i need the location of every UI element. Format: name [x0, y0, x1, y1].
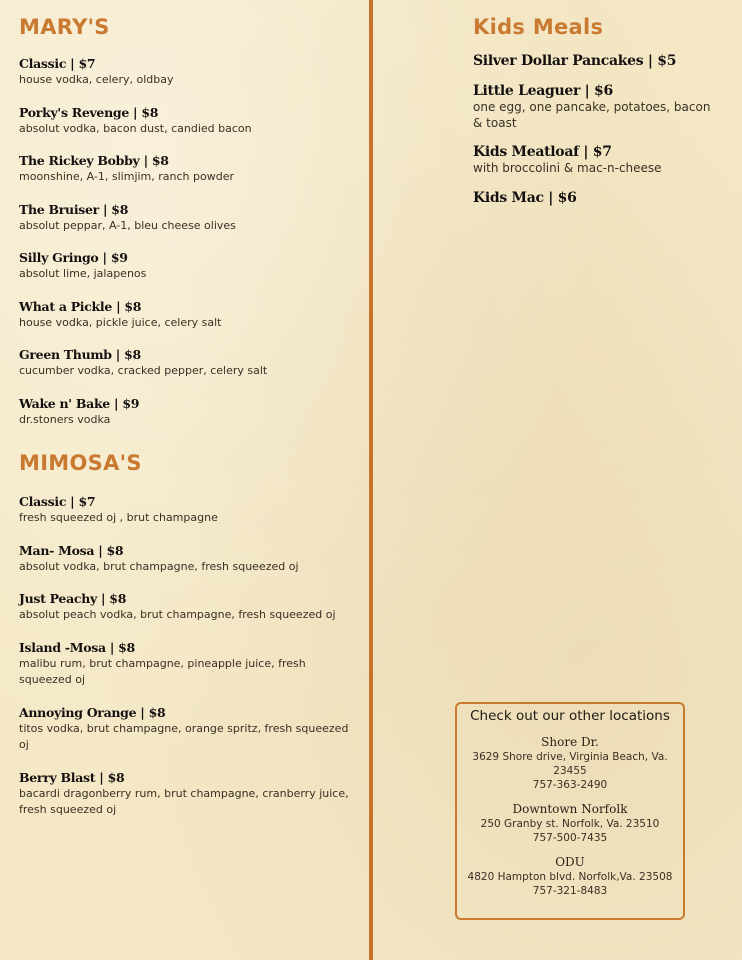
item-description: with broccolini & mac-n-cheese: [473, 161, 662, 175]
marys-section-title: MARY'S: [19, 15, 110, 39]
menu-item: [19, 591, 359, 624]
menu-item: [19, 494, 359, 527]
item-name: Annoying Orange | $8: [19, 704, 166, 720]
item-name: Silly Gringo | $9: [19, 250, 128, 265]
item-description: absolut peach vodka, brut champagne, fresh squeezed oj: [19, 608, 336, 621]
location-address: 3629 Shore drive, Virginia Beach, Va. 23455: [472, 751, 668, 777]
item-description: house vodka, pickle juice, celery salt: [19, 315, 222, 329]
kids-menu-item: [473, 189, 723, 207]
menu-item: [19, 202, 359, 235]
menu-item: [19, 250, 359, 283]
item-description: moonshine, A-1, slimjim, ranch powder: [19, 170, 234, 183]
menu-item: [19, 543, 359, 576]
left-column: [19, 14, 359, 835]
column-divider: [369, 0, 373, 960]
location-phone: 757-321-8483: [532, 885, 608, 897]
menu-item: [19, 347, 359, 380]
item-description: fresh squeezed oj , brut champagne: [19, 511, 218, 524]
item-description: bacardi dragonberry rum, brut champagne, cranberry juice, fresh squeezed oj: [19, 786, 349, 816]
item-name: Kids Mac | $6: [473, 189, 577, 206]
kids-menu-item: [473, 143, 723, 177]
menu-item: [19, 153, 359, 186]
location-phone: 757-500-7435: [532, 832, 608, 844]
item-description: absolut peppar, A-1, bleu cheese olives: [19, 218, 236, 232]
item-name: Little Leaguer | $6: [473, 83, 613, 99]
location-name: Shore Dr.: [541, 735, 599, 749]
location-entry: [457, 855, 683, 898]
other-locations-box: [455, 702, 685, 920]
item-name: Island -Mosa | $8: [19, 639, 135, 655]
location-address: 250 Granby st. Norfolk, Va. 23510: [480, 818, 660, 830]
item-name: Just Peachy | $8: [19, 591, 127, 606]
menu-item: [19, 105, 359, 138]
location-entry: [457, 802, 683, 845]
menu-item: [19, 396, 359, 429]
kids-menu-item: [473, 52, 723, 70]
item-description: cucumber vodka, cracked pepper, celery salt: [19, 364, 268, 377]
right-column: [473, 14, 723, 219]
item-name: Classic | $7: [19, 494, 96, 509]
menu-item: [19, 299, 359, 332]
item-name: Kids Meatloaf | $7: [473, 144, 612, 160]
menu-item: [19, 770, 359, 819]
item-name: Berry Blast | $8: [19, 769, 125, 785]
location-phone: 757-363-2490: [532, 779, 608, 791]
kids-menu-item: [473, 82, 723, 131]
menu-item: [19, 640, 359, 689]
item-description: dr.stoners vodka: [19, 412, 111, 426]
item-description: absolut vodka, brut champagne, fresh squeezed oj: [19, 559, 299, 573]
location-address: 4820 Hampton blvd. Norfolk,Va. 23508: [467, 871, 673, 883]
mimosas-section-title: MIMOSA'S: [19, 451, 142, 475]
item-description: malibu rum, brut champagne, pineapple juice, fresh squeezed oj: [19, 656, 306, 686]
item-name: The Bruiser | $8: [19, 201, 129, 217]
item-name: Green Thumb | $8: [19, 347, 141, 362]
item-name: What a Pickle | $8: [19, 298, 142, 314]
item-description: one egg, one pancake, potatoes, bacon & toast: [473, 100, 711, 130]
item-name: Classic | $7: [19, 56, 96, 71]
item-description: titos vodka, brut champagne, orange spritz, fresh squeezed oj: [19, 721, 349, 751]
location-name: ODU: [555, 855, 585, 869]
item-name: Silver Dollar Pancakes | $5: [473, 53, 677, 69]
item-description: absolut lime, jalapenos: [19, 267, 147, 280]
menu-item: [19, 56, 359, 89]
location-name: Downtown Norfolk: [512, 802, 628, 816]
item-name: Man- Mosa | $8: [19, 542, 124, 558]
item-name: Porky's Revenge | $8: [19, 104, 159, 120]
item-description: absolut vodka, bacon dust, candied bacon: [19, 121, 252, 135]
item-name: The Rickey Bobby | $8: [19, 153, 169, 168]
location-entry: [457, 735, 683, 792]
menu-item: [19, 705, 359, 754]
item-description: house vodka, celery, oldbay: [19, 73, 174, 86]
kids-section-title: Kids Meals: [473, 15, 604, 39]
locations-heading: Check out our other locations: [470, 708, 670, 724]
item-name: Wake n' Bake | $9: [19, 395, 140, 411]
